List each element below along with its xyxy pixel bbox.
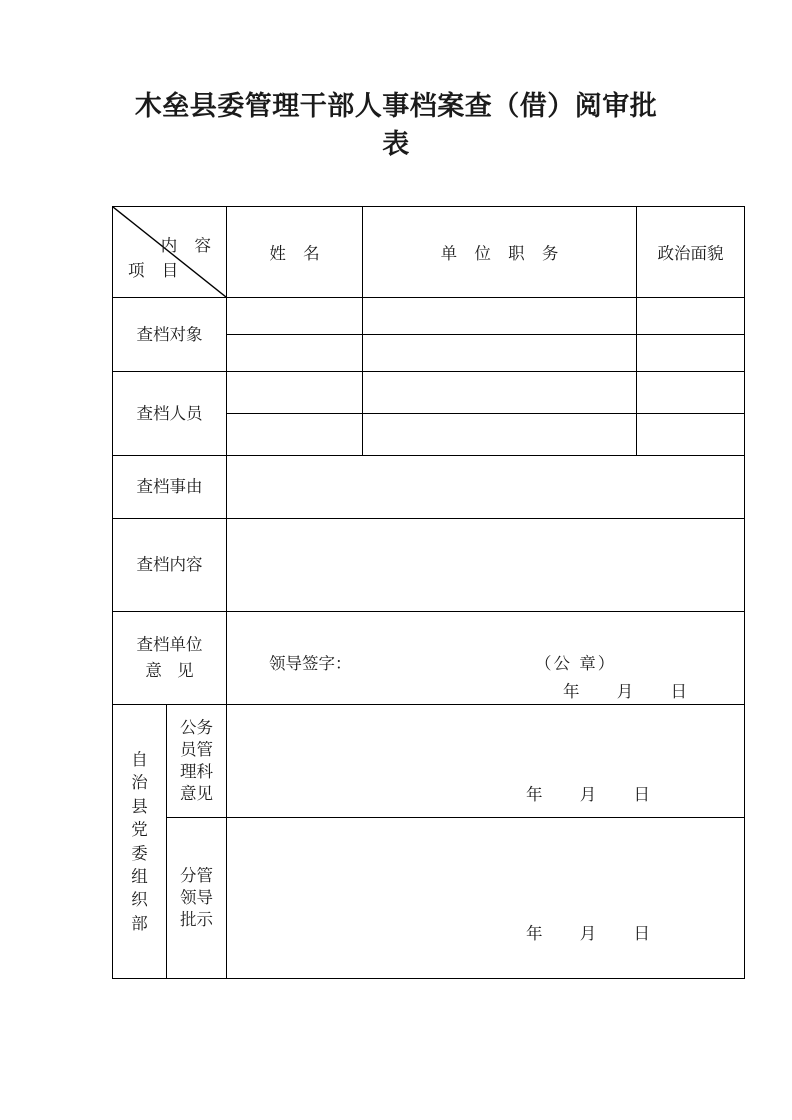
org-label-char-7: 部 <box>131 913 148 933</box>
subject-name-field-2[interactable] <box>227 335 363 372</box>
subject-political-field-1[interactable] <box>637 298 745 335</box>
row-label-subject: 查档对象 <box>113 298 227 372</box>
column-header-unit-position: 单 位 职 务 <box>363 207 637 298</box>
reason-field[interactable] <box>227 456 745 519</box>
org-label-char-1: 治 <box>131 773 148 793</box>
civil-service-label-line-1: 员管 <box>180 740 213 760</box>
row-label-unit-opinion <box>113 612 227 705</box>
inquirer-political-field-2[interactable] <box>637 414 745 456</box>
corner-item-label: 项 目 <box>128 261 185 280</box>
table-row-reason <box>113 456 745 519</box>
civil-service-opinion-field[interactable] <box>227 705 745 818</box>
row-label-inquirer: 查档人员 <box>113 372 227 456</box>
approval-form-table <box>112 206 745 979</box>
official-seal-label: （公 章） <box>535 654 617 673</box>
org-label-char-0: 自 <box>131 749 148 769</box>
table-row-subject-1 <box>113 298 745 335</box>
table-row-leader-instruction <box>113 818 745 979</box>
leader-instruction-date-label: 年 月 日 <box>526 924 666 943</box>
subject-unit-field-1[interactable] <box>363 298 637 335</box>
inquirer-name-field-2[interactable] <box>227 414 363 456</box>
column-header-political-status: 政治面貌 <box>637 207 745 298</box>
inquirer-political-field-1[interactable] <box>637 372 745 414</box>
page-title-line-2: 表 <box>382 129 410 161</box>
civil-service-date-label: 年 月 日 <box>526 785 666 804</box>
subject-unit-field-2[interactable] <box>363 335 637 372</box>
inquirer-unit-field-1[interactable] <box>363 372 637 414</box>
table-row-inquirer-1 <box>113 372 745 414</box>
row-label-reason: 查档事由 <box>113 456 227 519</box>
column-header-name: 姓 名 <box>227 207 363 298</box>
page-title <box>96 88 696 165</box>
table-row-content <box>113 519 745 612</box>
content-field[interactable] <box>227 519 745 612</box>
leader-instruction-label-line-2: 批示 <box>180 909 213 929</box>
org-label-char-5: 组 <box>131 866 148 886</box>
civil-service-label-line-3: 意见 <box>180 783 213 803</box>
corner-diagonal-cell <box>113 207 227 298</box>
inquirer-unit-field-2[interactable] <box>363 414 637 456</box>
leader-instruction-label-line-1: 领导 <box>180 888 213 908</box>
civil-service-label-line-0: 公务 <box>180 718 213 738</box>
signature-date-label: 年 月 日 <box>563 682 703 701</box>
leader-instruction-label-line-0: 分管 <box>180 866 213 886</box>
page-title-line-1: 木垒县委管理干部人事档案查（借）阅审批 <box>134 91 658 122</box>
row-label-org-department <box>113 705 167 979</box>
org-label-char-4: 委 <box>131 843 148 863</box>
row-label-unit-opinion-line-1: 查档单位 <box>136 635 203 655</box>
leader-signature-label: 领导签字： <box>269 654 352 673</box>
civil-service-label-line-2: 理科 <box>180 762 213 781</box>
table-row-civil-service-opinion <box>113 705 745 818</box>
org-label-char-3: 党 <box>131 820 148 840</box>
row-label-civil-service-opinion <box>167 705 227 818</box>
subject-name-field-1[interactable] <box>227 298 363 335</box>
unit-opinion-field[interactable] <box>227 612 745 705</box>
row-label-content: 查档内容 <box>113 519 227 612</box>
org-label-char-2: 县 <box>131 796 148 816</box>
table-header-row <box>113 207 745 298</box>
leader-instruction-field[interactable] <box>227 818 745 979</box>
row-label-unit-opinion-line-2: 意 见 <box>145 661 199 680</box>
table-row-unit-opinion <box>113 612 745 705</box>
corner-content-label: 内 容 <box>160 236 217 255</box>
row-label-leader-instruction <box>167 818 227 979</box>
org-label-char-6: 织 <box>131 890 148 910</box>
subject-political-field-2[interactable] <box>637 335 745 372</box>
inquirer-name-field-1[interactable] <box>227 372 363 414</box>
